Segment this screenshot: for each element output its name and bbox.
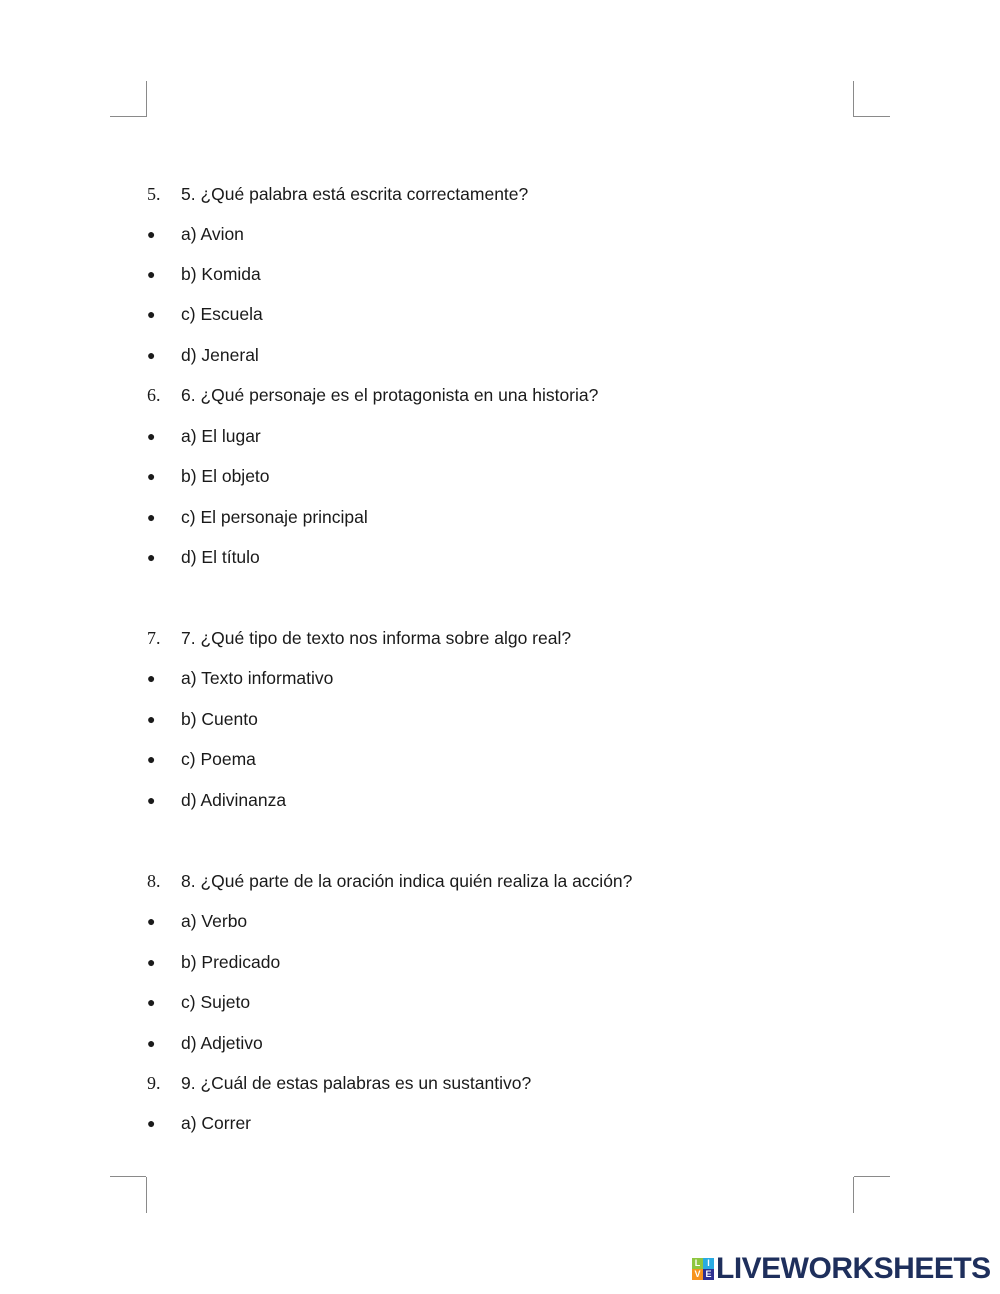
- crop-mark-bottom-right-v: [853, 1177, 854, 1213]
- bullet-icon: ●: [147, 792, 156, 808]
- question-text: 7. ¿Qué tipo de texto nos informa sobre algo real?: [181, 628, 572, 648]
- bullet-icon: ●: [147, 913, 156, 929]
- question-text: 5. ¿Qué palabra está escrita correctamente?: [181, 184, 529, 204]
- badge-letter-e: E: [703, 1269, 714, 1280]
- bullet-icon: ●: [147, 670, 156, 686]
- option-text: d) El título: [181, 547, 260, 567]
- bullet-icon: ●: [147, 468, 156, 484]
- crop-mark-bottom-left-h: [110, 1176, 146, 1177]
- badge-letter-i: I: [703, 1258, 714, 1269]
- list-number: 5.: [147, 184, 161, 204]
- option-text: c) Sujeto: [181, 992, 251, 1012]
- option-text: b) Predicado: [181, 952, 281, 972]
- question-text: 8. ¿Qué parte de la oración indica quién realiza la acción?: [181, 871, 633, 891]
- option-text: c) Escuela: [181, 304, 263, 324]
- question-text: 6. ¿Qué personaje es el protagonista en una historia?: [181, 385, 599, 405]
- list-number: 6.: [147, 385, 161, 405]
- list-number: 7.: [147, 628, 161, 648]
- option-text: a) Avion: [181, 224, 244, 244]
- bullet-icon: ●: [147, 751, 156, 767]
- bullet-icon: ●: [147, 509, 156, 525]
- badge-letter-v: V: [692, 1269, 703, 1280]
- crop-mark-bottom-left-v: [146, 1177, 147, 1213]
- option-text: d) Adivinanza: [181, 790, 287, 810]
- bullet-icon: ●: [147, 954, 156, 970]
- option-text: a) Correr: [181, 1113, 252, 1133]
- logo-wordmark: LIVEWORKSHEETS: [716, 1252, 991, 1285]
- bullet-icon: ●: [147, 306, 156, 322]
- option-text: d) Adjetivo: [181, 1033, 263, 1053]
- question-text: 9. ¿Cuál de estas palabras es un sustantivo?: [181, 1073, 532, 1093]
- list-number: 8.: [147, 871, 161, 891]
- option-text: a) El lugar: [181, 426, 261, 446]
- bullet-icon: ●: [147, 994, 156, 1010]
- list-number: 9.: [147, 1073, 161, 1093]
- crop-mark-top-right-v: [853, 81, 854, 117]
- crop-mark-top-left-v: [146, 81, 147, 117]
- bullet-icon: ●: [147, 347, 156, 363]
- bullet-icon: ●: [147, 711, 156, 727]
- logo-badge-icon: [692, 1258, 714, 1280]
- option-text: c) El personaje principal: [181, 507, 368, 527]
- crop-mark-top-right-h: [854, 116, 890, 117]
- liveworksheets-logo[interactable]: [692, 1252, 991, 1286]
- badge-letter-l: L: [692, 1258, 703, 1269]
- option-text: c) Poema: [181, 749, 256, 769]
- option-text: a) Verbo: [181, 911, 248, 931]
- crop-mark-bottom-right-h: [854, 1176, 890, 1177]
- bullet-icon: ●: [147, 226, 156, 242]
- bullet-icon: ●: [147, 428, 156, 444]
- bullet-icon: ●: [147, 549, 156, 565]
- option-text: b) Komida: [181, 264, 261, 284]
- crop-mark-top-left-h: [110, 116, 146, 117]
- bullet-icon: ●: [147, 1115, 156, 1131]
- option-text: b) El objeto: [181, 466, 270, 486]
- option-text: a) Texto informativo: [181, 668, 334, 688]
- option-text: d) Jeneral: [181, 345, 259, 365]
- option-text: b) Cuento: [181, 709, 258, 729]
- bullet-icon: ●: [147, 1035, 156, 1051]
- bullet-icon: ●: [147, 266, 156, 282]
